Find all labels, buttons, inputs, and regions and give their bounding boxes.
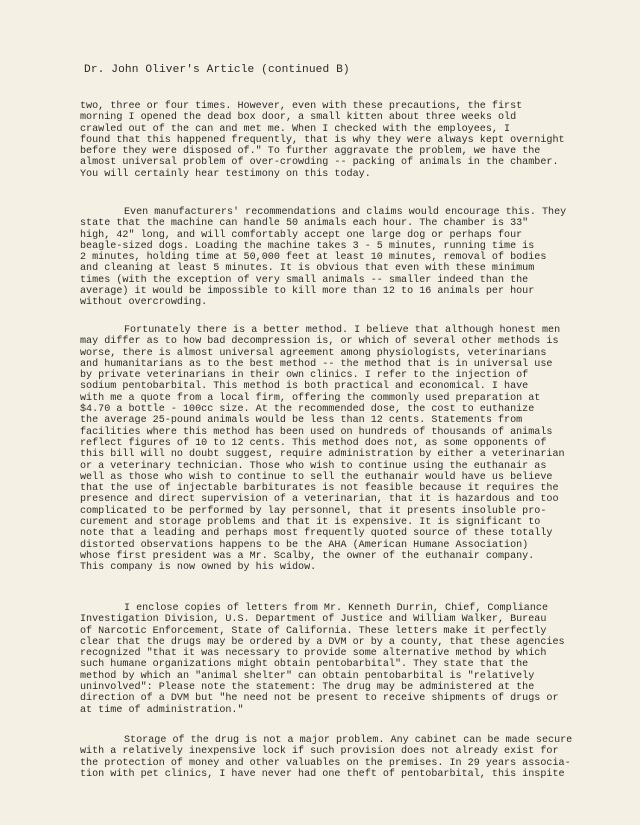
text-line: beagle-sized dogs. Loading the machine takes 3 - 5 minutes, running time is <box>80 240 535 252</box>
text-line: distorted observations happens to be the AHA (American Humane Association) <box>80 539 529 551</box>
text-line: and cleaning at least 5 minutes. It is obvious that even with these minimum <box>80 263 535 275</box>
page-header: Dr. John Oliver's Article (continued B) <box>84 64 350 76</box>
text-line: You will certainly hear testimony on this today. <box>80 168 371 180</box>
text-line: note that a leading and perhaps most frequently quoted source of these totally <box>80 528 553 540</box>
text-line: or a veterinary technician. Those who wish to continue using the euthanair as <box>80 460 547 472</box>
text-line: uninvolved": Please note the statement: The drug may be administered at the <box>80 682 535 694</box>
text-line: morning I opened the dead box door, a small kitten about three weeks old <box>80 112 517 124</box>
text-line: high, 42" long, and will comfortably accept one large dog or perhaps four <box>80 229 523 241</box>
text-line: clear that the drugs may be ordered by a DVM or by a county, that these agencies <box>80 636 565 648</box>
text-line: tion with pet clinics, I have never had one theft of pentobarbital, this inspite <box>80 768 565 780</box>
text-line: facilities where this method has been used on hundreds of thousands of animals <box>80 426 553 438</box>
paragraph <box>80 207 566 309</box>
text-line: well as those who wish to continue to sell the euthanair would have us believe <box>80 471 553 483</box>
text-line: worse, there is almost universal agreement among physiologists, veterinarians <box>80 347 547 359</box>
text-line: Storage of the drug is not a major problem. Any cabinet can be made secure <box>124 735 573 746</box>
text-line: crawled out of the can and met me. When I checked with the employees, I <box>80 123 511 135</box>
text-line: two, three or four times. However, even with these precautions, the first <box>80 101 523 112</box>
text-line: by private veterinarians in their own clinics. I refer to the injection of <box>80 370 529 382</box>
text-line: reflect figures of 10 to 12 cents. This method does not, as some opponents of <box>80 437 547 449</box>
text-line: and humanitarians as to the best method -- the method that is in universal use <box>80 358 553 370</box>
text-line: 2 minutes, holding time at 50,000 feet at least 10 minutes, removal of bodies <box>80 252 547 264</box>
text-line: curement and storage problems and that it is expensive. It is significant to <box>80 517 541 529</box>
text-line: the protection of money and other valuables on the premises. In 29 years associa- <box>80 757 571 769</box>
text-line: $4.70 a bottle - 100cc size. At the recommended dose, the cost to euthanize <box>80 404 535 416</box>
text-line: with me a quote from a local firm, offering the commonly used preparation at <box>80 392 541 404</box>
text-line: I enclose copies of letters from Mr. Kenneth Durrin, Chief, Compliance <box>124 603 549 614</box>
text-line: may differ as to how bad decompression is, or which of several other methods is <box>80 336 559 348</box>
paragraph <box>80 735 572 780</box>
text-line: complicated to be performed by lay personnel, that it presents insoluble pro- <box>80 505 547 517</box>
text-line: state that the machine can handle 50 animals each hour. The chamber is 33" <box>80 218 529 230</box>
text-line: such humane organizations might obtain pentobarbital". They state that the <box>80 659 529 671</box>
text-line: with a relatively inexpensive lock if such provision does not already exist for <box>80 746 559 758</box>
text-line: times (with the exception of very small animals -- smaller indeed than the <box>80 274 529 286</box>
paragraph <box>80 325 565 574</box>
text-line: Investigation Division, U.S. Department of Justice and William Walker, Bureau <box>80 614 547 626</box>
text-line: before they were disposed of." To further aggravate the problem, we have the <box>80 146 541 158</box>
paragraph <box>80 603 565 716</box>
text-line: presence and direct supervision of a veterinarian, that it is hazardous and too <box>80 494 559 506</box>
text-line: recognized "that it was necessary to provide some alternative method by which <box>80 648 547 660</box>
paragraph <box>80 101 565 180</box>
text-line: found that this happened frequently, that is why they were always kept overnight <box>80 134 565 146</box>
text-line: at time of administration." <box>80 704 244 716</box>
text-line: the average 25-pound animals would be less than 12 cents. Statements from <box>80 415 523 427</box>
text-line: this bill will no doubt suggest, require administration by either a veterinarian <box>80 449 565 461</box>
text-line: Even manufacturers' recommendations and claims would encourage this. They <box>124 207 567 218</box>
text-line: almost universal problem of over-crowding -- packing of animals in the chamber. <box>80 157 559 169</box>
text-line: of Narcotic Enforcement, State of California. These letters make it perfectly <box>80 625 547 637</box>
text-line: that the use of injectable barbiturates is not feasible because it requires the <box>80 483 559 495</box>
text-line: average) it would be impossible to kill more than 12 to 16 animals per hour <box>80 286 535 298</box>
text-line: sodium pentobarbital. This method is both practical and economical. I have <box>80 381 529 393</box>
text-line: Fortunately there is a better method. I believe that although honest men <box>124 325 561 336</box>
text-line: method by which an "animal shelter" can obtain pentobarbital is "relatively <box>80 670 535 682</box>
text-line: whose first president was a Mr. Scalby, the owner of the euthanair company. <box>80 550 535 562</box>
text-line: This company is now owned by his widow. <box>80 562 317 574</box>
text-line: without overcrowding. <box>80 297 208 309</box>
text-line: direction of a DVM but "he need not be present to receive shipments of drugs or <box>80 693 559 705</box>
